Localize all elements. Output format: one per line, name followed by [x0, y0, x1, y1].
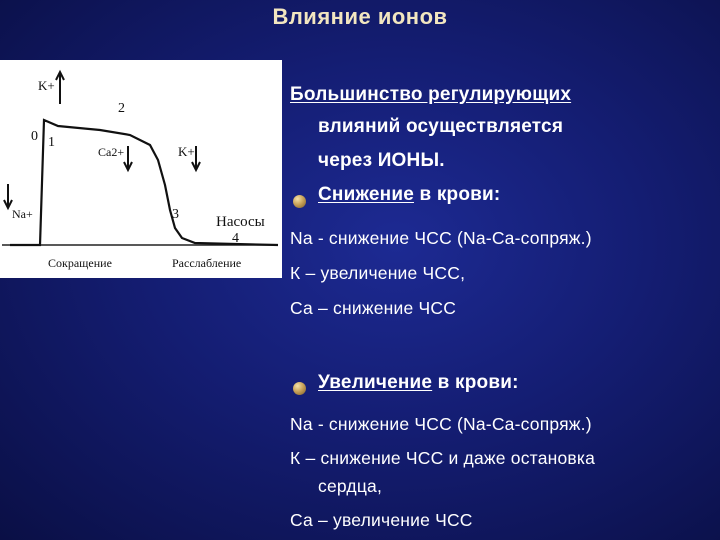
intro-line-3: через ИОНЫ. [318, 150, 445, 171]
increase-item-k-cont: сердца, [318, 476, 383, 496]
decrease-item-ca: Са – снижение ЧСС [290, 298, 457, 318]
phase-2-label: 2 [118, 101, 125, 116]
k-up-arrow [56, 72, 64, 104]
pumps-label: Насосы [216, 214, 265, 230]
decrease-heading [318, 184, 500, 206]
decrease-heading-tail: в крови: [414, 184, 501, 205]
contraction-label: Сокращение [48, 256, 112, 270]
increase-heading-word: Увеличение [318, 372, 433, 393]
action-potential-diagram [0, 60, 282, 278]
increase-heading [318, 372, 519, 394]
slide-title: Влияние ионов [272, 4, 448, 29]
decrease-item-na: Na - снижение ЧСС (Na-Ca-сопряж.) [290, 228, 592, 248]
decrease-bullet-icon [293, 195, 306, 208]
na-down-arrow [4, 184, 12, 208]
na-label: Na+ [12, 207, 33, 221]
intro-line-2: влияний осуществляется [318, 116, 564, 137]
phase-0-label: 0 [31, 129, 38, 144]
k-mid-label: K+ [178, 144, 195, 159]
increase-heading-tail: в крови: [432, 372, 519, 393]
ca-down-arrow [124, 146, 132, 170]
phase-4-label: 4 [232, 231, 239, 246]
increase-item-na: Na - снижение ЧСС (Na-Ca-сопряж.) [290, 414, 592, 434]
k-top-label: K+ [38, 78, 55, 93]
action-potential-figure [0, 60, 282, 278]
increase-bullet-icon [293, 382, 306, 395]
phase-3-label: 3 [172, 207, 179, 222]
decrease-item-k: К – увеличение ЧСС, [290, 263, 466, 283]
intro-line-1: Большинство регулирующих [290, 84, 572, 105]
increase-item-k: К – снижение ЧСС и даже остановка [290, 448, 596, 468]
relaxation-label: Расслабление [172, 256, 242, 270]
ca-label: Ca2+ [98, 145, 125, 159]
increase-item-ca: Са – увеличение ЧСС [290, 510, 473, 530]
phase-1-label: 1 [48, 135, 55, 150]
decrease-heading-word: Снижение [318, 184, 414, 205]
